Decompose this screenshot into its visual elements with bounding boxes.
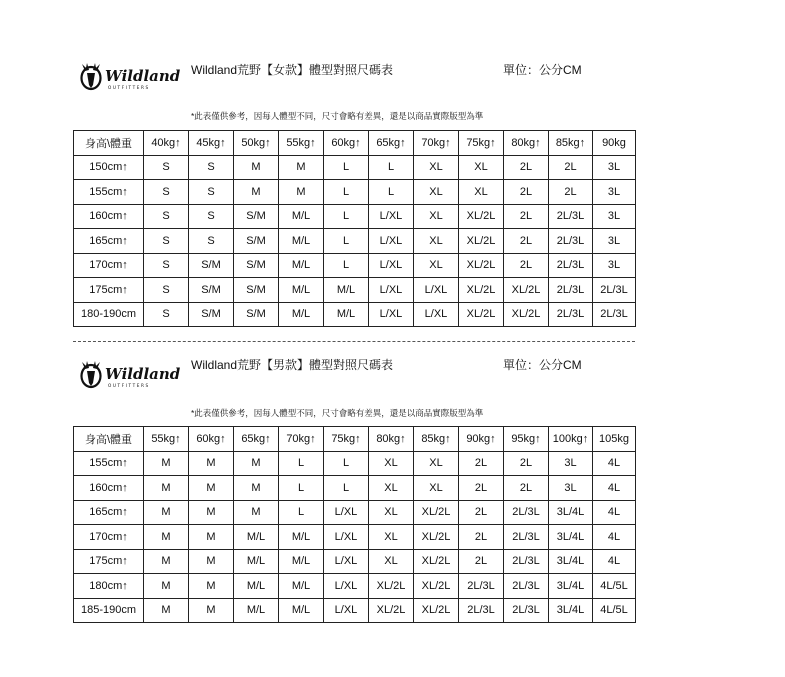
weight-header: 90kg↑ xyxy=(459,427,504,452)
size-cell: 2L/3L xyxy=(593,302,636,327)
table-row xyxy=(74,525,636,550)
table-row xyxy=(74,155,636,180)
size-cell: 2L xyxy=(459,451,504,476)
size-cell: S xyxy=(189,229,234,254)
size-cell: XL xyxy=(459,180,504,205)
table-row xyxy=(74,574,636,599)
weight-header: 60kg↑ xyxy=(189,427,234,452)
disclaimer-note: *此表僅供參考，因每人體型不同，尺寸會略有差異，還是以商品實際版型為準 xyxy=(191,111,484,121)
weight-header: 80kg↑ xyxy=(504,131,549,156)
size-cell: 3L xyxy=(593,229,636,254)
deer-head-icon xyxy=(82,361,101,387)
size-cell: S/M xyxy=(234,278,279,303)
height-cell: 170cm↑ xyxy=(74,525,144,550)
height-cell: 180-190cm xyxy=(74,302,144,327)
size-cell: XL/2L xyxy=(414,500,459,525)
size-cell: XL xyxy=(369,549,414,574)
size-cell: M xyxy=(189,574,234,599)
size-cell: 2L xyxy=(504,204,549,229)
size-cell: XL xyxy=(414,155,459,180)
corner-header: 身高\體重 xyxy=(74,131,144,156)
size-cell: XL/2L xyxy=(459,278,504,303)
size-cell: M/L xyxy=(234,525,279,550)
corner-header: 身高\體重 xyxy=(74,427,144,452)
size-cell: 2L xyxy=(504,451,549,476)
size-cell: L xyxy=(369,155,414,180)
size-cell: M xyxy=(234,476,279,501)
size-cell: XL/2L xyxy=(504,278,549,303)
size-cell: L/XL xyxy=(324,574,369,599)
size-cell: M xyxy=(234,155,279,180)
size-cell: 2L xyxy=(459,476,504,501)
size-cell: XL/2L xyxy=(459,204,504,229)
height-cell: 185-190cm xyxy=(74,598,144,623)
size-cell: L/XL xyxy=(369,278,414,303)
size-cell: L xyxy=(324,476,369,501)
size-cell: 4L xyxy=(593,451,636,476)
size-cell: 2L/3L xyxy=(593,278,636,303)
weight-header: 75kg↑ xyxy=(324,427,369,452)
size-cell: L/XL xyxy=(324,549,369,574)
weight-header: 80kg↑ xyxy=(369,427,414,452)
size-cell: L xyxy=(324,204,369,229)
size-cell: S xyxy=(144,278,189,303)
size-cell: 2L xyxy=(504,180,549,205)
size-cell: 4L xyxy=(593,476,636,501)
size-cell: S xyxy=(144,302,189,327)
weight-header: 85kg↑ xyxy=(549,131,593,156)
size-cell: 3L xyxy=(593,253,636,278)
size-cell: 2L/3L xyxy=(459,574,504,599)
size-cell: M/L xyxy=(279,253,324,278)
size-cell: XL xyxy=(414,253,459,278)
height-cell: 155cm↑ xyxy=(74,180,144,205)
size-cell: S xyxy=(144,180,189,205)
weight-header: 65kg↑ xyxy=(234,427,279,452)
chart-title: Wildland荒野【女款】體型對照尺碼表 xyxy=(191,63,394,77)
size-cell: M/L xyxy=(279,549,324,574)
size-cell: S/M xyxy=(234,204,279,229)
size-cell: S/M xyxy=(189,302,234,327)
size-cell: 3L/4L xyxy=(549,574,593,599)
size-cell: M/L xyxy=(279,574,324,599)
men-size-table xyxy=(73,426,636,623)
table-row xyxy=(74,451,636,476)
size-cell: 2L/3L xyxy=(549,302,593,327)
size-cell: L xyxy=(279,500,324,525)
weight-header: 105kg xyxy=(593,427,636,452)
size-cell: L xyxy=(369,180,414,205)
table-row xyxy=(74,302,636,327)
height-cell: 160cm↑ xyxy=(74,204,144,229)
disclaimer-note: *此表僅供參考，因每人體型不同，尺寸會略有差異，還是以商品實際版型為準 xyxy=(191,408,484,418)
size-cell: S xyxy=(144,253,189,278)
size-cell: XL/2L xyxy=(414,549,459,574)
table-row xyxy=(74,598,636,623)
size-cell: M xyxy=(234,180,279,205)
size-cell: 2L/3L xyxy=(549,229,593,254)
size-cell: M/L xyxy=(279,204,324,229)
size-cell: M/L xyxy=(279,229,324,254)
table-row xyxy=(74,476,636,501)
size-cell: S xyxy=(144,155,189,180)
size-cell: 2L/3L xyxy=(549,253,593,278)
size-cell: 2L/3L xyxy=(549,278,593,303)
size-cell: XL/2L xyxy=(369,598,414,623)
weight-header: 65kg↑ xyxy=(369,131,414,156)
height-cell: 165cm↑ xyxy=(74,500,144,525)
size-cell: XL xyxy=(414,204,459,229)
size-cell: 3L/4L xyxy=(549,525,593,550)
size-cell: L/XL xyxy=(369,253,414,278)
size-cell: M xyxy=(144,574,189,599)
size-cell: M xyxy=(279,155,324,180)
size-cell: L/XL xyxy=(369,302,414,327)
size-cell: 2L xyxy=(549,180,593,205)
weight-header: 50kg↑ xyxy=(234,131,279,156)
size-cell: S/M xyxy=(234,253,279,278)
size-cell: XL/2L xyxy=(414,598,459,623)
unit-label: 單位：公分CM xyxy=(503,63,582,77)
size-cell: M/L xyxy=(234,574,279,599)
size-cell: XL/2L xyxy=(459,229,504,254)
size-cell: M xyxy=(279,180,324,205)
size-cell: L/XL xyxy=(414,302,459,327)
size-cell: S/M xyxy=(189,253,234,278)
weight-header: 55kg↑ xyxy=(279,131,324,156)
size-cell: 2L xyxy=(504,229,549,254)
deer-head-icon xyxy=(82,63,101,89)
brand-subtitle: OUTFITTERS xyxy=(108,383,150,388)
weight-header: 45kg↑ xyxy=(189,131,234,156)
size-cell: S xyxy=(189,204,234,229)
brand-subtitle: OUTFITTERS xyxy=(108,85,150,90)
table-row xyxy=(74,180,636,205)
size-cell: 2L xyxy=(549,155,593,180)
size-cell: M xyxy=(234,451,279,476)
size-cell: S xyxy=(189,155,234,180)
size-cell: 2L/3L xyxy=(459,598,504,623)
weight-header: 70kg↑ xyxy=(279,427,324,452)
size-cell: 2L/3L xyxy=(549,204,593,229)
size-cell: XL xyxy=(414,476,459,501)
size-cell: S xyxy=(144,229,189,254)
size-cell: XL xyxy=(414,180,459,205)
size-cell: XL/2L xyxy=(414,525,459,550)
size-cell: M xyxy=(189,598,234,623)
size-cell: XL xyxy=(369,500,414,525)
size-cell: 3L/4L xyxy=(549,549,593,574)
size-cell: M xyxy=(144,549,189,574)
chart-title: Wildland荒野【男款】體型對照尺碼表 xyxy=(191,358,394,372)
size-cell: L xyxy=(324,451,369,476)
size-cell: M/L xyxy=(279,598,324,623)
size-cell: M xyxy=(144,598,189,623)
height-cell: 155cm↑ xyxy=(74,451,144,476)
size-cell: M xyxy=(189,525,234,550)
size-cell: L xyxy=(324,155,369,180)
size-cell: XL xyxy=(459,155,504,180)
size-cell: M/L xyxy=(279,525,324,550)
weight-header: 40kg↑ xyxy=(144,131,189,156)
size-cell: M/L xyxy=(234,598,279,623)
size-cell: M xyxy=(234,500,279,525)
size-cell: 2L xyxy=(459,549,504,574)
size-cell: 4L xyxy=(593,500,636,525)
size-cell: XL xyxy=(369,525,414,550)
size-cell: M xyxy=(189,451,234,476)
size-cell: 3L/4L xyxy=(549,500,593,525)
size-cell: M xyxy=(189,476,234,501)
height-cell: 150cm↑ xyxy=(74,155,144,180)
size-cell: 2L xyxy=(504,253,549,278)
size-cell: XL/2L xyxy=(414,574,459,599)
weight-header: 55kg↑ xyxy=(144,427,189,452)
size-cell: M/L xyxy=(234,549,279,574)
table-row xyxy=(74,549,636,574)
size-cell: 2L xyxy=(504,476,549,501)
weight-header: 100kg↑ xyxy=(549,427,593,452)
wildland-logo xyxy=(78,359,182,391)
size-cell: 2L/3L xyxy=(504,549,549,574)
size-cell: M xyxy=(144,525,189,550)
header-row xyxy=(74,427,636,452)
height-cell: 170cm↑ xyxy=(74,253,144,278)
size-cell: XL xyxy=(414,229,459,254)
size-cell: L/XL xyxy=(324,525,369,550)
size-cell: 3L/4L xyxy=(549,598,593,623)
height-cell: 180cm↑ xyxy=(74,574,144,599)
weight-header: 75kg↑ xyxy=(459,131,504,156)
size-cell: XL/2L xyxy=(459,302,504,327)
size-cell: 4L xyxy=(593,525,636,550)
table-row xyxy=(74,500,636,525)
wildland-logo xyxy=(78,61,182,93)
size-cell: L xyxy=(324,229,369,254)
size-cell: S/M xyxy=(234,302,279,327)
size-cell: XL xyxy=(369,476,414,501)
size-cell: M xyxy=(189,500,234,525)
size-cell: M xyxy=(144,476,189,501)
size-cell: L/XL xyxy=(414,278,459,303)
size-cell: M/L xyxy=(279,278,324,303)
size-cell: S xyxy=(144,204,189,229)
height-cell: 165cm↑ xyxy=(74,229,144,254)
size-cell: L/XL xyxy=(369,204,414,229)
size-cell: L xyxy=(324,180,369,205)
size-cell: S/M xyxy=(234,229,279,254)
size-cell: 2L/3L xyxy=(504,598,549,623)
size-cell: 3L xyxy=(549,451,593,476)
size-cell: 2L xyxy=(459,525,504,550)
size-cell: 2L/3L xyxy=(504,500,549,525)
size-cell: L/XL xyxy=(369,229,414,254)
table-row xyxy=(74,204,636,229)
brand-name: Wildland xyxy=(105,365,181,383)
size-cell: XL xyxy=(414,451,459,476)
table-row xyxy=(74,229,636,254)
size-cell: 2L/3L xyxy=(504,525,549,550)
weight-header: 85kg↑ xyxy=(414,427,459,452)
size-cell: 2L xyxy=(459,500,504,525)
size-cell: M/L xyxy=(324,302,369,327)
size-cell: 2L xyxy=(504,155,549,180)
table-row xyxy=(74,253,636,278)
size-cell: XL/2L xyxy=(369,574,414,599)
size-cell: M/L xyxy=(324,278,369,303)
section-divider xyxy=(73,341,635,342)
size-cell: 2L/3L xyxy=(504,574,549,599)
header-row xyxy=(74,131,636,156)
size-cell: S/M xyxy=(189,278,234,303)
height-cell: 175cm↑ xyxy=(74,278,144,303)
size-cell: 4L/5L xyxy=(593,574,636,599)
size-cell: M xyxy=(144,451,189,476)
weight-header: 95kg↑ xyxy=(504,427,549,452)
size-cell: 3L xyxy=(593,155,636,180)
size-cell: M xyxy=(189,549,234,574)
size-cell: 4L xyxy=(593,549,636,574)
size-cell: L/XL xyxy=(324,500,369,525)
weight-header: 70kg↑ xyxy=(414,131,459,156)
women-size-table xyxy=(73,130,636,327)
unit-label: 單位：公分CM xyxy=(503,358,582,372)
size-cell: L xyxy=(324,253,369,278)
size-cell: M xyxy=(144,500,189,525)
weight-header: 60kg↑ xyxy=(324,131,369,156)
size-cell: 3L xyxy=(593,204,636,229)
size-cell: M/L xyxy=(279,302,324,327)
size-cell: 4L/5L xyxy=(593,598,636,623)
height-cell: 160cm↑ xyxy=(74,476,144,501)
size-cell: L/XL xyxy=(324,598,369,623)
weight-header: 90kg xyxy=(593,131,636,156)
size-cell: L xyxy=(279,476,324,501)
height-cell: 175cm↑ xyxy=(74,549,144,574)
size-cell: XL/2L xyxy=(504,302,549,327)
size-cell: XL/2L xyxy=(459,253,504,278)
size-cell: 3L xyxy=(593,180,636,205)
size-cell: 3L xyxy=(549,476,593,501)
size-cell: S xyxy=(189,180,234,205)
size-cell: L xyxy=(279,451,324,476)
brand-name: Wildland xyxy=(105,67,181,85)
size-cell: XL xyxy=(369,451,414,476)
table-row xyxy=(74,278,636,303)
